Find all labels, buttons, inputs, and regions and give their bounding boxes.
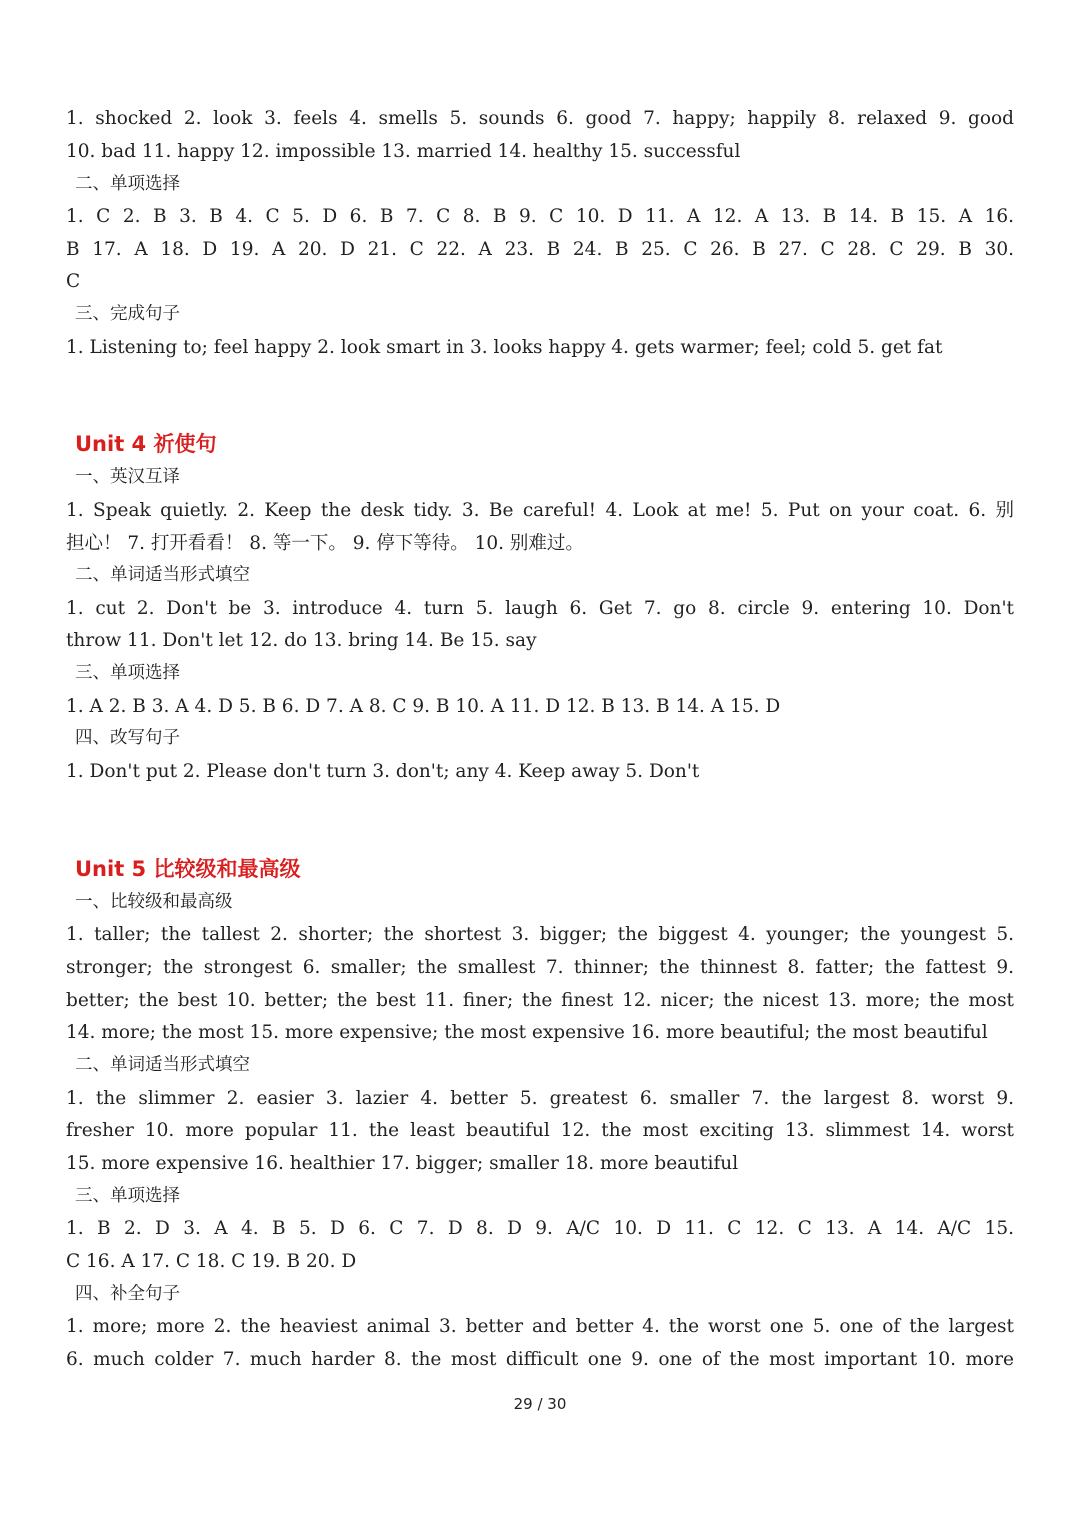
section-heading: 四、改写句子 [75,728,180,748]
answer-line: 1. A 2. B 3. A 4. D 5. B 6. D 7. A 8. C 9. B 10. A 11. D 12. B 13. B 14. A 15. D [66,696,781,717]
section-heading: 三、完成句子 [75,304,180,324]
section-heading: 一、比较级和最高级 [75,892,233,912]
answer-line: stronger; the strongest 6. smaller; the smallest 7. thinner; the thinnest 8. fatter; the fattest 9. [66,957,1014,978]
answer-line: 担心！ 7. 打开看看！ 8. 等一下。 9. 停下等待。 10. 别难过。 [66,533,584,554]
answer-line: 10. bad 11. happy 12. impossible 13. married 14. healthy 15. successful [66,141,741,162]
answer-line: 1. Listening to; feel happy 2. look smart in 3. looks happy 4. gets warmer; feel; cold 5. get fat [66,337,943,358]
answer-line: throw 11. Don't let 12. do 13. bring 14. Be 15. say [66,630,537,651]
answer-line: 1. B 2. D 3. A 4. B 5. D 6. C 7. D 8. D 9. A/C 10. D 11. C 12. C 13. A 14. A/C 15. [66,1218,1014,1239]
answer-line: 15. more expensive 16. healthier 17. bigger; smaller 18. more beautiful [66,1153,739,1174]
section-heading: 二、单词适当形式填空 [75,565,250,585]
answer-line: C 16. A 17. C 18. C 19. B 20. D [66,1251,357,1272]
unit-title: Unit 4 祈使句 [75,432,217,456]
unit-title: Unit 5 比较级和最高级 [75,857,301,881]
page-number: 29 / 30 [513,1395,567,1413]
answer-line: B 17. A 18. D 19. A 20. D 21. C 22. A 23. B 24. B 25. C 26. B 27. C 28. C 29. B 30. [66,239,1014,260]
answer-line: fresher 10. more popular 11. the least beautiful 12. the most exciting 13. slimmest 14. worst [66,1120,1014,1141]
answer-line: C [66,271,81,292]
answer-line: 1. shocked 2. look 3. feels 4. smells 5. sounds 6. good 7. happy; happily 8. relaxed 9. good [66,108,1014,129]
section-heading: 三、单项选择 [75,663,180,683]
answer-line: 1. Speak quietly. 2. Keep the desk tidy. 3. Be careful! 4. Look at me! 5. Put on your coat. 6. 别 [66,500,1014,521]
answer-line: 6. much colder 7. much harder 8. the most difficult one 9. one of the most important 10. more [66,1349,1014,1370]
section-heading: 一、英汉互译 [75,467,180,487]
answer-line: better; the best 10. better; the best 11. finer; the finest 12. nicer; the nicest 13. more; the most [66,990,1014,1011]
answer-line: 1. the slimmer 2. easier 3. lazier 4. better 5. greatest 6. smaller 7. the largest 8. worst 9. [66,1088,1014,1109]
answer-line: 14. more; the most 15. more expensive; the most expensive 16. more beautiful; the most beautiful [66,1022,988,1043]
section-heading: 二、单项选择 [75,174,180,194]
section-heading: 三、单项选择 [75,1186,180,1206]
answer-line: 1. taller; the tallest 2. shorter; the shortest 3. bigger; the biggest 4. younger; the youngest 5. [66,924,1014,945]
answer-line: 1. Don't put 2. Please don't turn 3. don't; any 4. Keep away 5. Don't [66,761,700,782]
answer-line: 1. C 2. B 3. B 4. C 5. D 6. B 7. C 8. B 9. C 10. D 11. A 12. A 13. B 14. B 15. A 16. [66,206,1014,227]
answer-line: 1. cut 2. Don't be 3. introduce 4. turn 5. laugh 6. Get 7. go 8. circle 9. entering 10. Don't [66,598,1014,619]
section-heading: 二、单词适当形式填空 [75,1055,250,1075]
section-heading: 四、补全句子 [75,1284,180,1304]
answer-line: 1. more; more 2. the heaviest animal 3. better and better 4. the worst one 5. one of the largest [66,1316,1014,1337]
